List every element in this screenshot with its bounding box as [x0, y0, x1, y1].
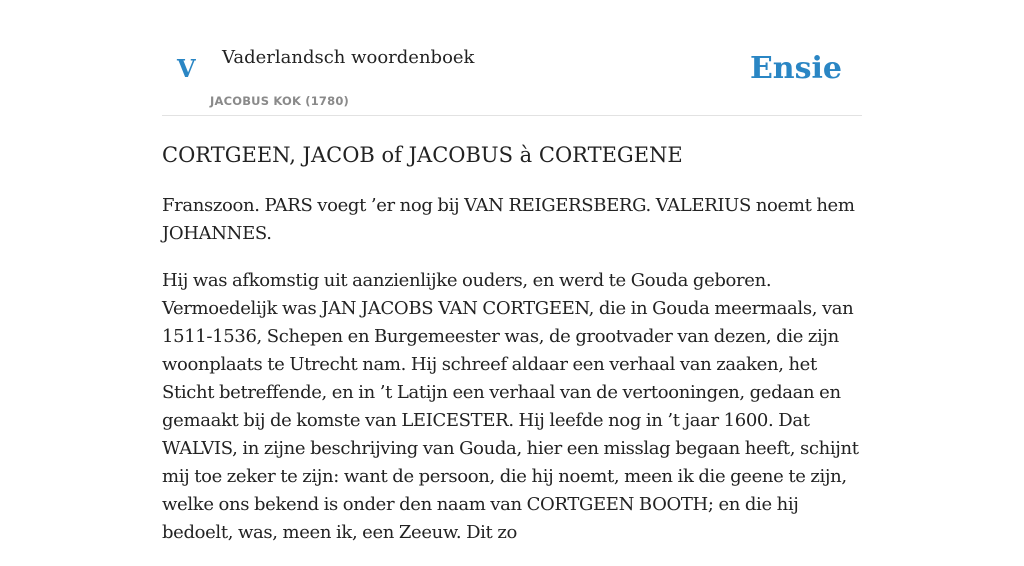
- book-title-link[interactable]: Vaderlandsch woordenboek: [222, 47, 475, 68]
- ensie-logo[interactable]: Ensie: [749, 51, 842, 86]
- entry-paragraph: Franszoon. PARS voegt ’er nog bij VAN REIGERSBERG. VALERIUS noemt hem JOHANNES.: [162, 195, 855, 244]
- book-author: JACOBUS KOK (1780): [210, 94, 349, 108]
- entry-body: [162, 192, 862, 566]
- book-header: [162, 0, 862, 116]
- entry-title: CORTGEEN, JACOB of JACOBUS à CORTEGENE: [162, 143, 683, 167]
- book-letter-badge[interactable]: V: [177, 54, 196, 83]
- entry-paragraph: Hij was afkomstig uit aanzienlijke ouders, en werd te Gouda geboren. Vermoedelijk was JAN JACOBS VAN CORTGEEN, die in Gouda meermaals, van 1511-1536, Schepen en Burgemeester was, de grootvader van dezen, die zijn woonplaats te Utrecht nam. Hij schreef aldaar een verhaal van zaaken, het Sticht betreffende, en in ’t Latijn een verhaal van de vertooningen, gedaan en gemaakt bij de komste van LEICESTER. Hij leefde nog in ’t jaar 1600. Dat WALVIS, in zijne beschrijving van Gouda, hier een misslag begaan heeft, schijnt mij toe zeker te zijn: want de persoon, die hij noemt, meen ik die geene te zijn, welke ons bekend is onder den naam van CORTGEEN BOOTH; en die hij bedoelt, was, meen ik, een Zeeuw. Dit zo: [162, 270, 859, 543]
